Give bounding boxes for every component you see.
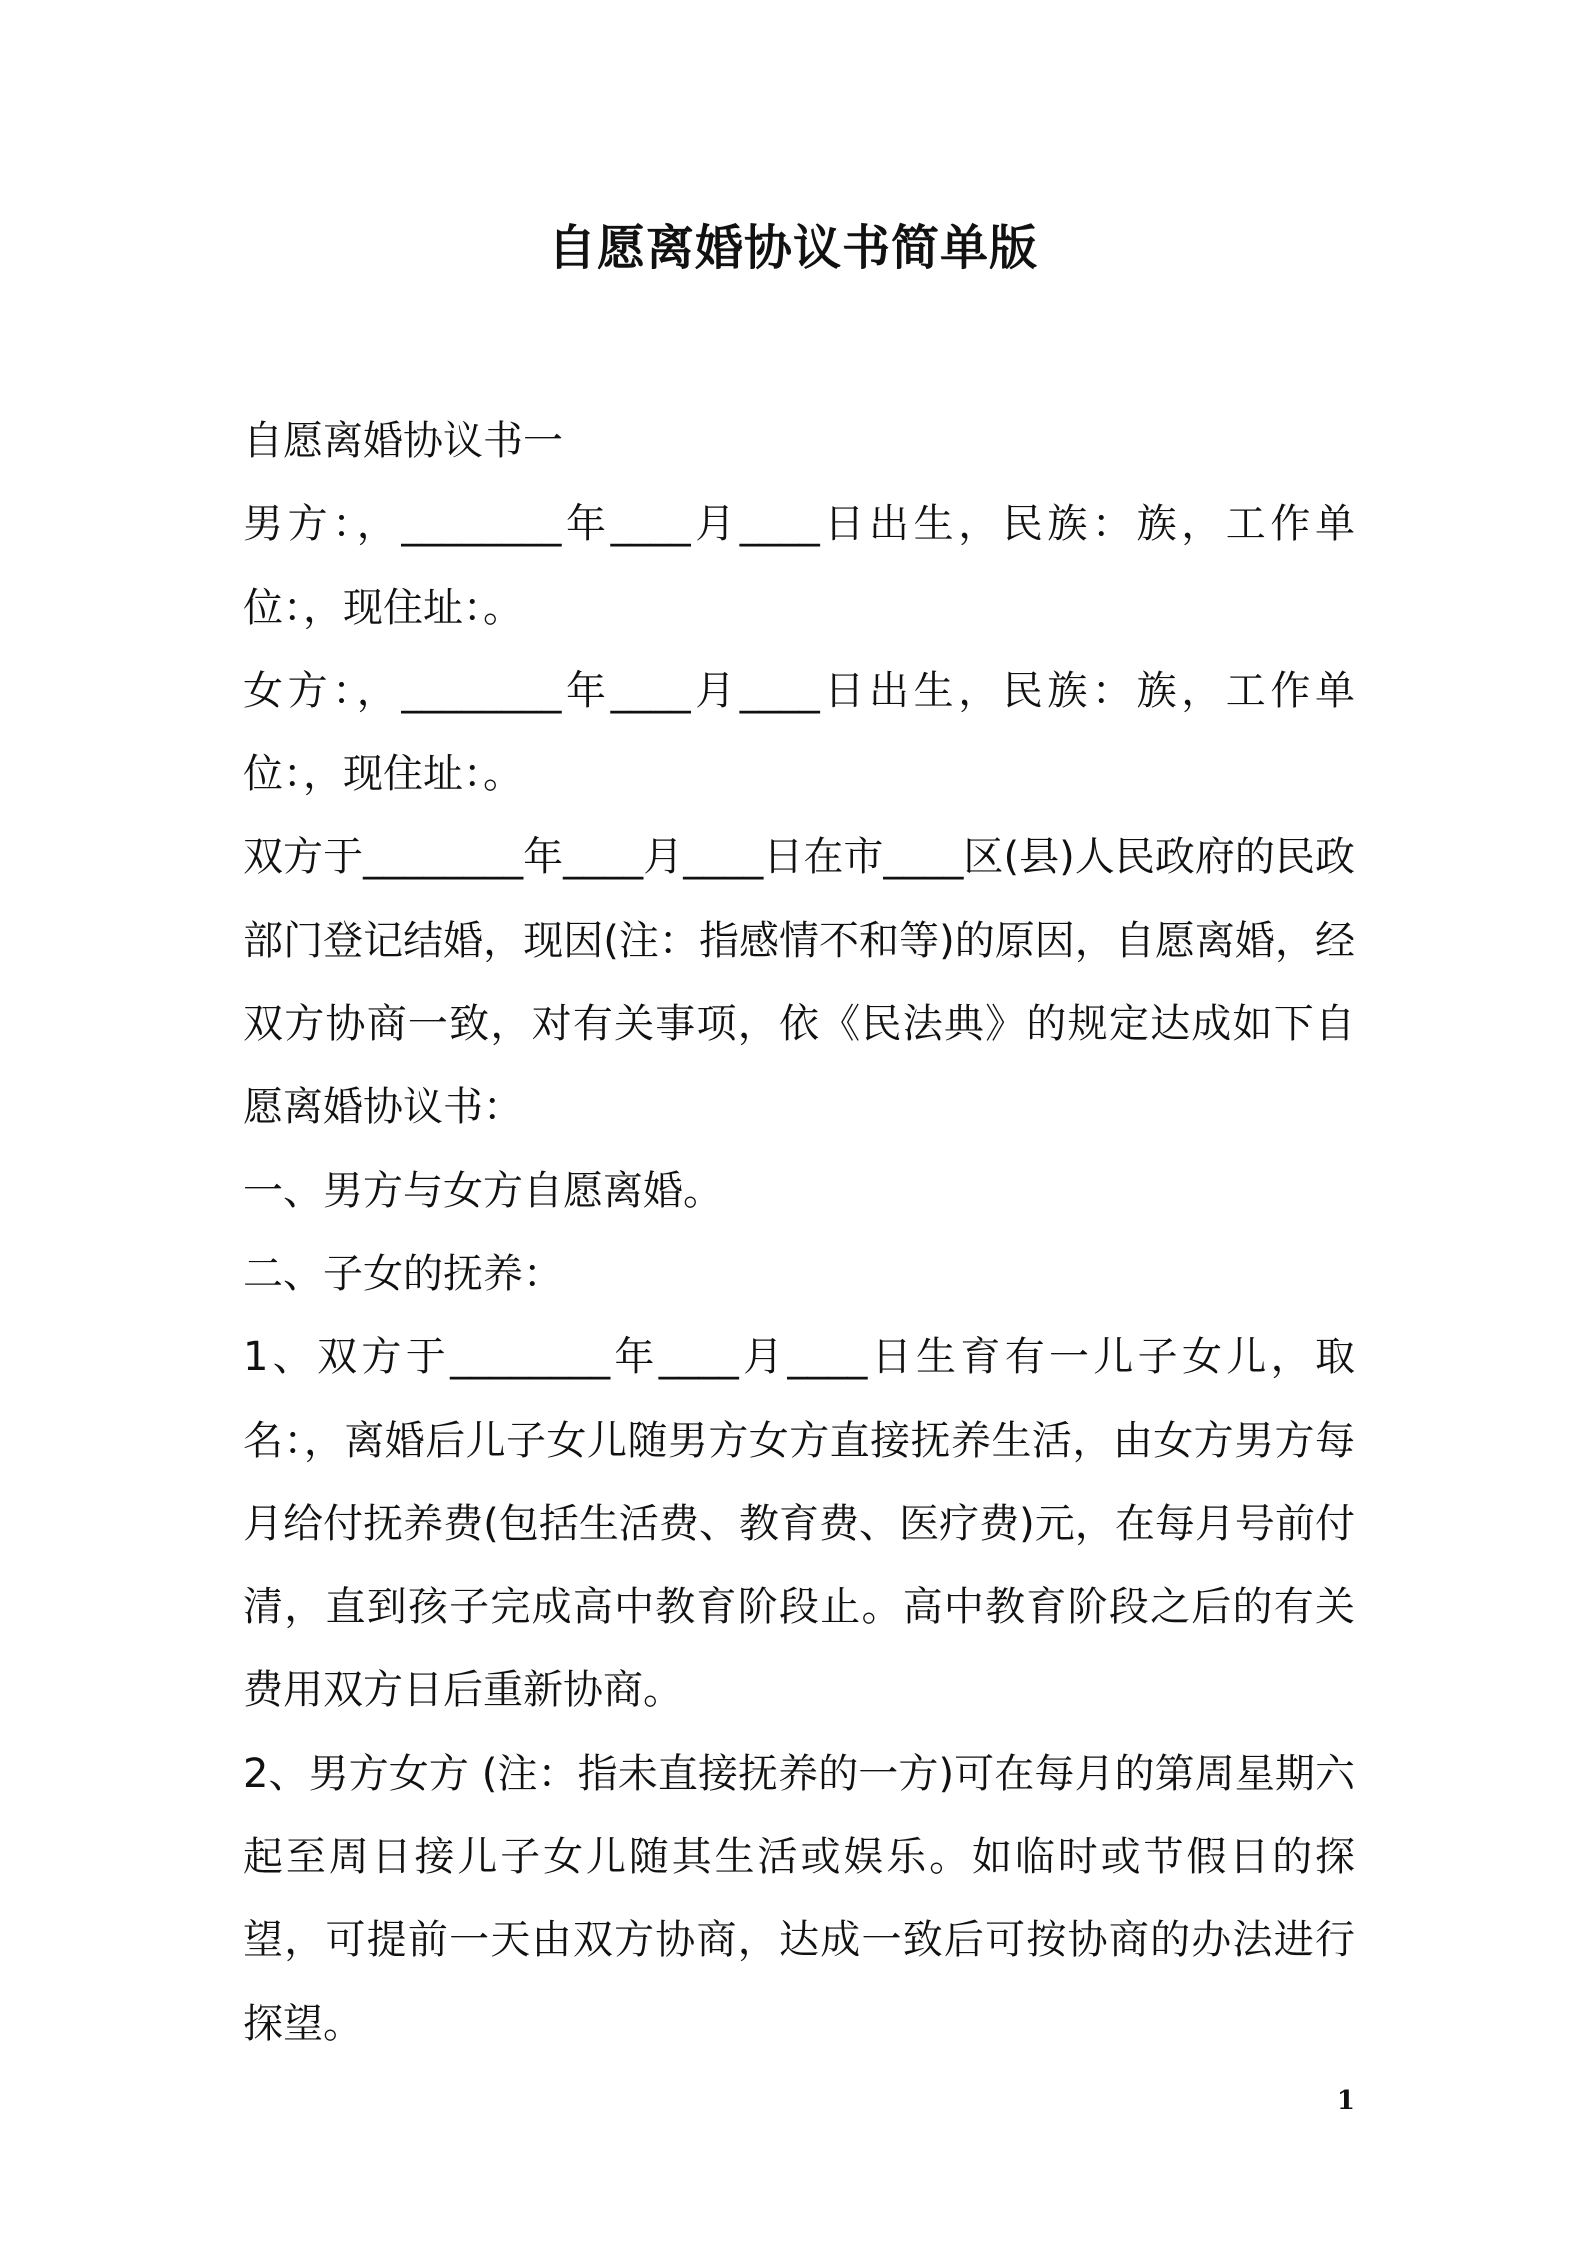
clause-two-item-one: 1、双方于________年____月____日生育有一儿子女儿，取名：，离婚后儿子女儿随男方女方直接抚养生活，由女方男方每月给付抚养费(包括生活费、教育费、医疗费)元，在每月号前付清，直到孩子完成高中教育阶段止。高中教育阶段之后的有关费用双方日后重新协商。 [243,1334,1355,1714]
paragraph-woman-info: 女方：，________年____月____日出生，民族：族，工作单位：，现住址：。 [243,667,1355,798]
document-body [243,400,1355,2066]
paragraph-man-info: 男方：，________年____月____日出生，民族：族，工作单位：，现住址：。 [243,501,1355,631]
clause-two-heading: 二、子女的抚养： [243,1250,563,1297]
clause-one: 一、男方与女方自愿离婚。 [243,1167,723,1214]
section-heading: 自愿离婚协议书一 [243,418,563,464]
document-title: 自愿离婚协议书简单版 [547,220,1038,276]
clause-two-item-two: 2、男方女方 (注：指未直接抚养的一方)可在每月的第周星期六起至周日接儿子女儿随其生活或娱乐。如临时或节假日的探望，可提前一天由双方协商，达成一致后可按协商的办法进行探望。 [243,1750,1355,2047]
page-number: 1 [1336,2086,1355,2116]
paragraph-marriage-registration: 双方于________年____月____日在市____区(县)人民政府的民政部门登记结婚，现因(注：指感情不和等)的原因，自愿离婚，经双方协商一致，对有关事项，依《民法典》的规定达成如下自愿离婚协议书： [243,834,1355,1131]
